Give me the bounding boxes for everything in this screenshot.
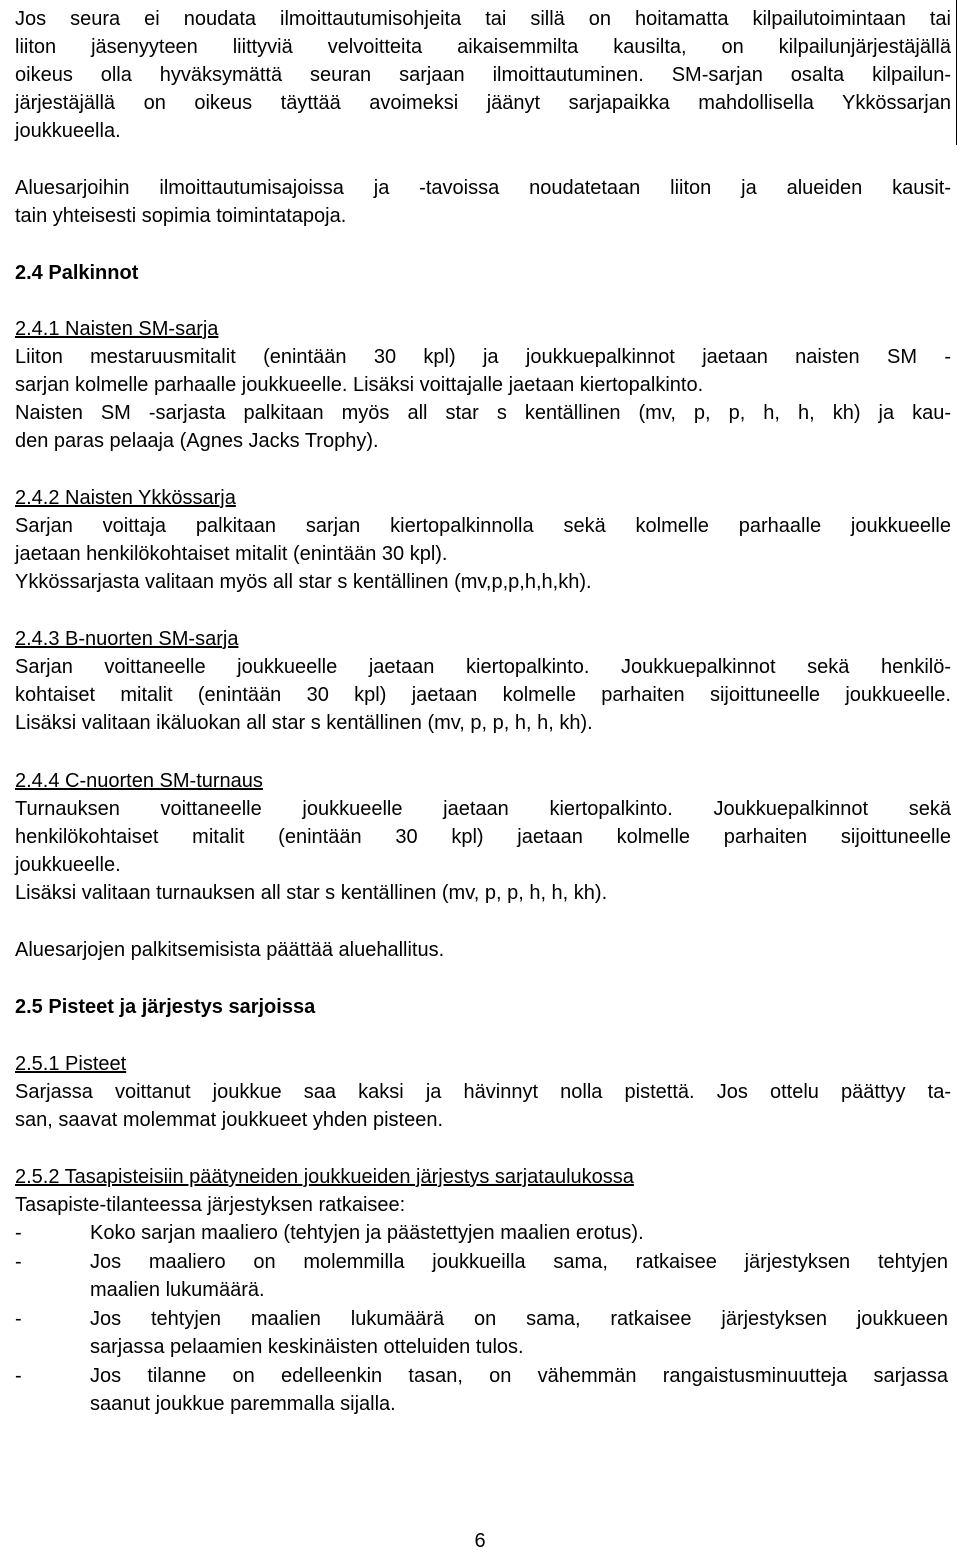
subsection-heading-2-5-1: 2.5.1 Pisteet (15, 1053, 127, 1075)
paragraph-line: Sarjan voittaneelle joukkueelle jaetaan kiertopalkinto. Joukkuepalkinnot sekä henkilö- (15, 656, 951, 678)
paragraph-line: henkilökohtaiset mitalit (enintään 30 kpl) jaetaan kolmelle parhaiten sijoittuneelle (15, 826, 951, 848)
aluesarjat-line: tain yhteisesti sopimia toimintatapoja. (15, 205, 347, 227)
list-item: Koko sarjan maaliero (tehtyjen ja päästettyjen maalien erotus). (90, 1222, 644, 1244)
margin-rule (956, 0, 957, 145)
intro-line: oikeus olla hyväksymättä seuran sarjaan ilmoittautuminen. SM-sarjan osalta kilpailun- (15, 64, 951, 86)
paragraph-line: joukkueelle. (15, 854, 121, 876)
list-item-continuation: maalien lukumäärä. (90, 1279, 265, 1301)
bullet-marker: - (15, 1365, 22, 1387)
list-item: Jos tehtyjen maalien lukumäärä on sama, ratkaisee järjestyksen joukkueen (90, 1308, 948, 1330)
subsection-heading-2-4-1: 2.4.1 Naisten SM-sarja (15, 318, 219, 340)
intro-line: Jos seura ei noudata ilmoittautumisohjeita tai sillä on hoitamatta kilpailutoimintaan tai (15, 8, 951, 30)
list-item-continuation: sarjassa pelaamien keskinäisten otteluiden tulos. (90, 1336, 524, 1358)
aluesarjat-line: Aluesarjoihin ilmoittautumisajoissa ja -tavoissa noudatetaan liiton ja alueiden kausit- (15, 177, 951, 199)
paragraph-line: Sarjan voittaja palkitaan sarjan kiertopalkinnolla sekä kolmelle parhaalle joukkueelle (15, 515, 951, 537)
paragraph-line: Lisäksi valitaan turnauksen all star s kentällinen (mv, p, p, h, h, kh). (15, 882, 608, 904)
paragraph-line: den paras pelaaja (Agnes Jacks Trophy). (15, 430, 379, 452)
paragraph-line: sarjan kolmelle parhaalle joukkueelle. Lisäksi voittajalle jaetaan kiertopalkinto. (15, 374, 704, 396)
section-heading-2-5: 2.5 Pisteet ja järjestys sarjoissa (15, 996, 316, 1018)
paragraph-line: Ykkössarjasta valitaan myös all star s kentällinen (mv,p,p,h,h,kh). (15, 571, 592, 593)
list-item: Jos tilanne on edelleenkin tasan, on vähemmän rangaistusminuutteja sarjassa (90, 1365, 948, 1387)
paragraph-line: Sarjassa voittanut joukkue saa kaksi ja hävinnyt nolla pistettä. Jos ottelu päättyy ta- (15, 1081, 951, 1103)
intro-line: järjestäjällä on oikeus täyttää avoimeksi jäänyt sarjapaikka mahdollisella Ykkössarjan (15, 92, 951, 114)
bullet-marker: - (15, 1308, 22, 1330)
subsection-heading-2-4-2: 2.4.2 Naisten Ykkössarja (15, 487, 236, 509)
list-intro: Tasapiste-tilanteessa järjestyksen ratkaisee: (15, 1194, 406, 1216)
subsection-heading-2-4-3: 2.4.3 B-nuorten SM-sarja (15, 628, 239, 650)
subsection-heading-2-4-4: 2.4.4 C-nuorten SM-turnaus (15, 770, 263, 792)
paragraph-line: Naisten SM -sarjasta palkitaan myös all star s kentällinen (mv, p, p, h, h, kh) ja kau- (15, 402, 951, 424)
paragraph-line: Liiton mestaruusmitalit (enintään 30 kpl) ja joukkuepalkinnot jaetaan naisten SM - (15, 346, 951, 368)
list-item-continuation: saanut joukkue paremmalla sijalla. (90, 1393, 396, 1415)
page-number: 6 (474, 1530, 486, 1552)
bullet-marker: - (15, 1222, 22, 1244)
section-heading-2-4: 2.4 Palkinnot (15, 262, 139, 284)
paragraph-line: Lisäksi valitaan ikäluokan all star s kentällinen (mv, p, p, h, h, kh). (15, 712, 593, 734)
paragraph-line: kohtaiset mitalit (enintään 30 kpl) jaetaan kolmelle parhaiten sijoittuneelle joukkueelle. (15, 684, 951, 706)
list-item: Jos maaliero on molemmilla joukkueilla sama, ratkaisee järjestyksen tehtyjen (90, 1251, 948, 1273)
closing-paragraph: Aluesarjojen palkitsemisista päättää aluehallitus. (15, 939, 445, 961)
bullet-marker: - (15, 1251, 22, 1273)
subsection-heading-2-5-2: 2.5.2 Tasapisteisiin päätyneiden joukkueiden järjestys sarjataulukossa (15, 1166, 634, 1188)
paragraph-line: Turnauksen voittaneelle joukkueelle jaetaan kiertopalkinto. Joukkuepalkinnot sekä (15, 798, 951, 820)
paragraph-line: jaetaan henkilökohtaiset mitalit (enintään 30 kpl). (15, 543, 448, 565)
paragraph-line: san, saavat molemmat joukkueet yhden pisteen. (15, 1109, 444, 1131)
intro-line: liiton jäsenyyteen liittyviä velvoitteita aikaisemmilta kausilta, on kilpailunjärjestäjällä (15, 36, 951, 58)
intro-line: joukkueella. (15, 120, 121, 142)
